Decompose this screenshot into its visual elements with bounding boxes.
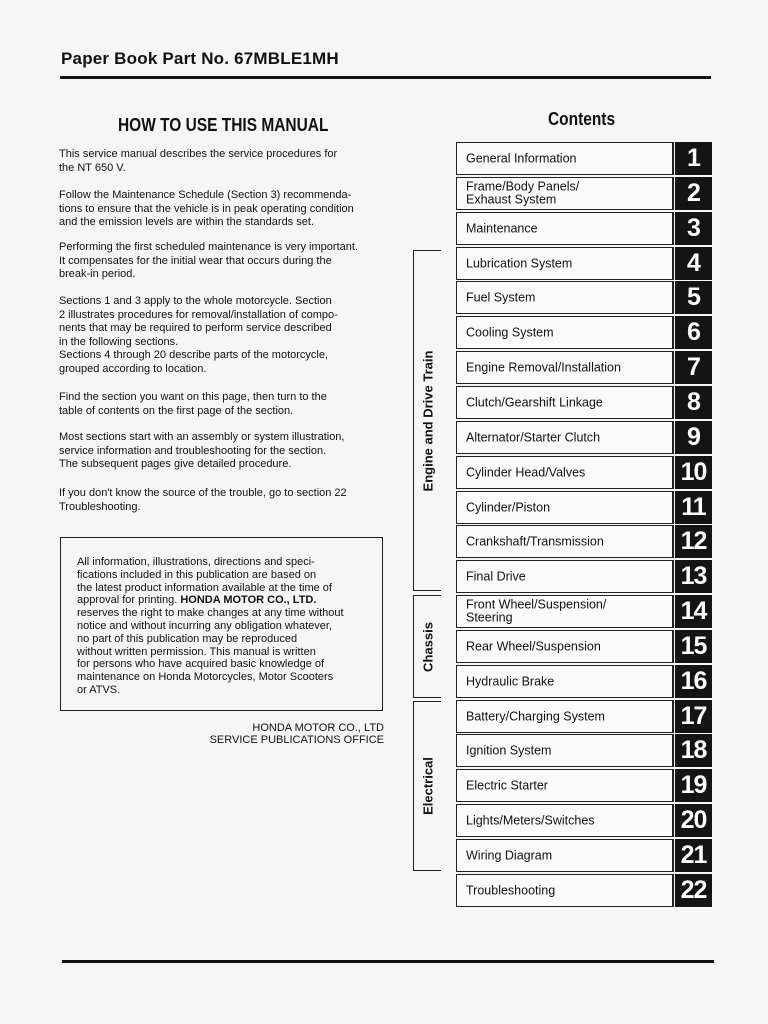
toc-label-box: [456, 769, 674, 802]
text-line: Most sections start with an assembly or system illustration,: [59, 431, 345, 443]
section-number-tab: 1: [675, 142, 712, 175]
toc-label-box: [456, 804, 674, 837]
toc-label: Frame/Body Panels/ Exhaust System: [466, 179, 580, 207]
toc-label: Final Drive: [466, 568, 526, 583]
toc-label-box: [456, 177, 674, 210]
signature-line: HONDA MOTOR CO., LTD: [252, 722, 384, 734]
toc-item-front-wheel-suspension-steering[interactable]: [456, 595, 712, 628]
toc-label: Wiring Diagram: [466, 847, 553, 862]
toc-item-final-drive[interactable]: [456, 560, 712, 593]
toc-label-box: [456, 491, 674, 524]
group-label: Engine and Drive Train: [420, 350, 435, 491]
toc-label-box: [456, 456, 674, 489]
toc-label-box: [456, 560, 674, 593]
text-line: If you don't know the source of the trouble, go to section 22: [59, 487, 347, 499]
copyright-notice-text: [77, 556, 377, 697]
toc-label: Rear Wheel/Suspension: [466, 638, 601, 653]
header-divider: [60, 76, 711, 79]
toc-label-box: [456, 247, 674, 280]
section-number-tab: 17: [675, 700, 712, 733]
copyright-notice-box: [60, 537, 383, 711]
section-number-tab: 11: [675, 491, 712, 524]
toc-label-box: [456, 525, 674, 558]
toc-item-lights-meters-switches[interactable]: [456, 804, 712, 837]
toc-label: Hydraulic Brake: [466, 673, 555, 688]
toc-label: Lights/Meters/Switches: [466, 812, 595, 827]
toc-label: Ignition System: [466, 742, 552, 757]
text-line: Performing the first scheduled maintenance is very important.: [59, 241, 358, 253]
toc-item-wiring-diagram[interactable]: [456, 839, 712, 872]
section-number-tab: 10: [675, 456, 712, 489]
toc-label-box: [456, 351, 674, 384]
section-number-tab: 22: [675, 874, 712, 907]
text-line: 2 illustrates procedures for removal/installation of compo-: [59, 308, 338, 321]
text-line: the latest product information available at the time of: [77, 581, 332, 594]
toc-label-box: [456, 421, 674, 454]
toc-item-ignition-system[interactable]: [456, 734, 712, 767]
section-number-tab: 2: [675, 177, 712, 210]
toc-label-box: [456, 665, 674, 698]
footer-divider: [62, 960, 714, 963]
toc-item-clutch-gearshift[interactable]: [456, 386, 712, 419]
toc-label-box: [456, 700, 674, 733]
troubleshooting-paragraph: [59, 487, 389, 514]
toc-label: Engine Removal/Installation: [466, 359, 621, 374]
sections-paragraph: [59, 295, 389, 376]
toc-item-cooling-system[interactable]: [456, 316, 712, 349]
toc-label: Alternator/Starter Clutch: [466, 429, 601, 444]
toc-item-hydraulic-brake[interactable]: [456, 665, 712, 698]
toc-label-box: [456, 142, 674, 175]
toc-label-box: [456, 595, 674, 628]
section-number-tab: 20: [675, 804, 712, 837]
signature-line: SERVICE PUBLICATIONS OFFICE: [209, 734, 384, 746]
text-line: reserves the right to make changes at any time without: [77, 607, 344, 620]
toc-label: Front Wheel/Suspension/ Steering: [466, 597, 607, 625]
first-maintenance-paragraph: [59, 241, 389, 282]
section-number-tab: 16: [675, 665, 712, 698]
toc-label-box: [456, 839, 674, 872]
section-number-tab: 8: [675, 386, 712, 419]
section-number-tab: 6: [675, 316, 712, 349]
text-line: Follow the Maintenance Schedule (Section 3) recommenda-: [59, 189, 352, 201]
text-line: no part of this publication may be reproduced: [77, 632, 298, 645]
text-line: for persons who have acquired basic knowledge of: [77, 658, 325, 671]
company-name: HONDA MOTOR CO., LTD.: [180, 594, 317, 607]
text-line: Sections 1 and 3 apply to the whole motorcycle. Section: [59, 295, 332, 307]
find-section-paragraph: [59, 391, 389, 418]
group-label: Chassis: [420, 621, 435, 672]
toc-item-engine-removal[interactable]: [456, 351, 712, 384]
text-line: approval for printing.: [77, 594, 178, 607]
text-line: table of contents on the first page of the section.: [59, 404, 294, 417]
toc-label-box: [456, 212, 674, 245]
toc-label-box: [456, 734, 674, 767]
text-line: in the following sections.: [59, 335, 179, 348]
toc-item-electric-starter[interactable]: [456, 769, 712, 802]
toc-label-box: [456, 874, 674, 907]
contents-heading: Contents: [548, 109, 616, 129]
section-number-tab: 15: [675, 630, 712, 663]
toc-item-frame-body-panels[interactable]: [456, 177, 712, 210]
text-line: without written permission. This manual is written: [77, 645, 316, 658]
toc-label: Lubrication System: [466, 255, 573, 270]
section-number-tab: 19: [675, 769, 712, 802]
text-line: service information and troubleshooting for the section.: [59, 444, 327, 457]
toc-label-box: [456, 630, 674, 663]
toc-item-cylinder-piston[interactable]: [456, 491, 712, 524]
text-line: This service manual describes the service procedures for: [59, 148, 338, 160]
toc-item-general-information[interactable]: [456, 142, 712, 175]
toc-item-lubrication-system[interactable]: [456, 247, 712, 280]
toc-item-battery-charging-system[interactable]: [456, 700, 712, 733]
text-line: or ATVS.: [77, 683, 121, 696]
text-line: It compensates for the initial wear that occurs during the: [59, 254, 332, 267]
section-structure-paragraph: [59, 431, 389, 472]
text-line: fications included in this publication are based on: [77, 568, 317, 581]
text-line: All information, illustrations, directions and speci-: [77, 556, 315, 568]
text-line: and the emission levels are within the standards set.: [59, 216, 314, 228]
text-line: Find the section you want on this page, then turn to the: [59, 391, 327, 403]
text-line: grouped according to location.: [59, 362, 207, 375]
group-label: Electrical: [420, 757, 435, 815]
section-number-tab: 14: [675, 595, 712, 628]
section-number-tab: 7: [675, 351, 712, 384]
group-chassis: [413, 595, 441, 698]
toc-item-troubleshooting[interactable]: [456, 874, 712, 907]
text-line: nents that may be required to perform service described: [59, 322, 332, 334]
intro-paragraph: [59, 148, 389, 175]
text-line: Troubleshooting.: [59, 500, 141, 513]
section-number-tab: 12: [675, 525, 712, 558]
group-engine-and-drive-train: [413, 250, 441, 591]
section-number-tab: 13: [675, 560, 712, 593]
text-line: notice and without incurring any obligation whatever,: [77, 619, 332, 632]
text-line: maintenance on Honda Motorcycles, Motor Scooters: [77, 671, 334, 684]
section-number-tab: 21: [675, 839, 712, 872]
toc-label: Clutch/Gearshift Linkage: [466, 394, 603, 409]
section-number-tab: 9: [675, 421, 712, 454]
group-electrical: [413, 701, 441, 871]
toc-item-crankshaft-transmission[interactable]: [456, 525, 712, 558]
toc-label: Cylinder Head/Valves: [466, 464, 586, 479]
toc-label: Maintenance: [466, 220, 538, 235]
section-number-tab: 4: [675, 247, 712, 280]
section-number-tab: 3: [675, 212, 712, 245]
toc-label: Cylinder/Piston: [466, 499, 551, 514]
text-line: The subsequent pages give detailed procedure.: [59, 458, 292, 470]
toc-label-box: [456, 281, 674, 314]
toc-item-maintenance[interactable]: [456, 212, 712, 245]
text-line: tions to ensure that the vehicle is in peak operating condition: [59, 202, 354, 215]
publisher-signature: [190, 722, 384, 746]
toc-item-rear-wheel-suspension[interactable]: [456, 630, 712, 663]
toc-label: Troubleshooting: [466, 882, 556, 897]
toc-item-fuel-system[interactable]: [456, 281, 712, 314]
toc-label: General Information: [466, 150, 577, 165]
toc-label-box: [456, 386, 674, 419]
maintenance-schedule-paragraph: [59, 189, 389, 230]
toc-label: Fuel System: [466, 289, 536, 304]
section-number-tab: 18: [675, 734, 712, 767]
text-line: break-in period.: [59, 268, 136, 280]
toc-label: Battery/Charging System: [466, 708, 605, 723]
part-number-title: Paper Book Part No. 67MBLE1MH: [61, 49, 339, 68]
text-line: the NT 650 V.: [59, 161, 126, 174]
text-line: Sections 4 through 20 describe parts of the motorcycle,: [59, 349, 329, 361]
toc-label: Electric Starter: [466, 777, 548, 792]
toc-label-box: [456, 316, 674, 349]
how-to-use-heading: HOW TO USE THIS MANUAL: [118, 115, 329, 135]
section-number-tab: 5: [675, 281, 712, 314]
toc-label: Crankshaft/Transmission: [466, 533, 604, 548]
toc-label: Cooling System: [466, 324, 554, 339]
toc-item-cylinder-head-valves[interactable]: [456, 456, 712, 489]
toc-item-alternator-starter-clutch[interactable]: [456, 421, 712, 454]
